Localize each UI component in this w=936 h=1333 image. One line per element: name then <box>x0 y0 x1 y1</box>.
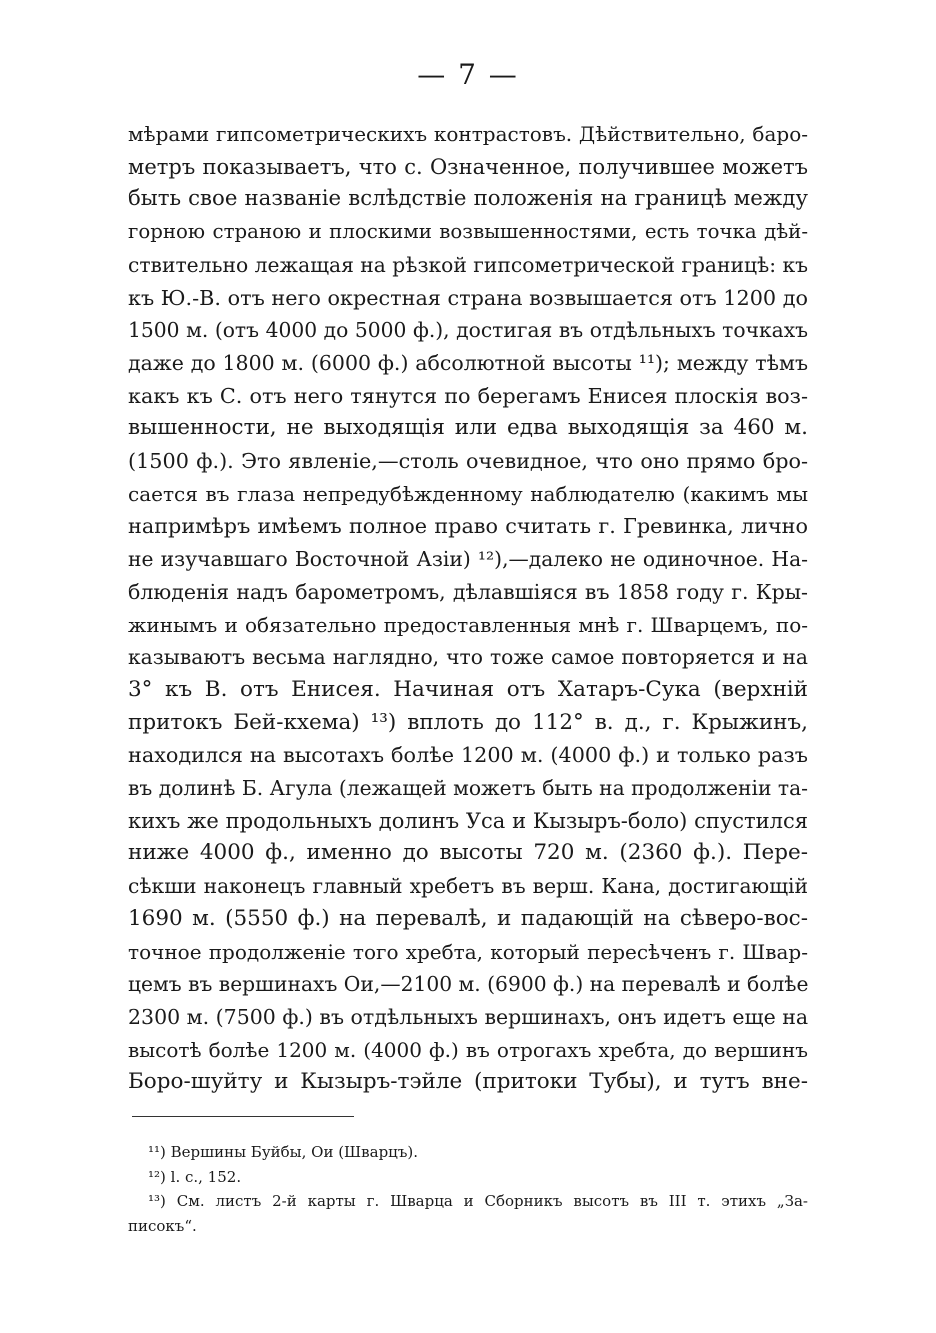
text-line: въ долинѣ Б. Агула (лежащей можетъ быть на продолженіи та- <box>128 776 808 801</box>
footnote-divider <box>132 1116 354 1117</box>
text-line: 3° къ В. отъ Енисея. Начиная отъ Хатаръ-Сука (верхній <box>128 676 808 702</box>
page-number: — 7 — <box>417 58 519 91</box>
text-line: точное продолженіе того хребта, который пересѣченъ г. Швар- <box>128 939 808 964</box>
footnotes <box>128 1140 808 1238</box>
text-line: мѣрами гипсометрическихъ контрастовъ. Дѣйствительно, баро- <box>128 122 808 146</box>
text-line: къ Ю.-В. отъ него окрестная страна возвышается отъ 1200 до <box>128 285 808 310</box>
text-line: цемъ въ вершинахъ Ои,—2100 м. (6900 ф.) на перевалѣ и болѣе <box>128 972 809 997</box>
text-line: какъ къ С. отъ него тянутся по берегамъ Енисея плоскія воз- <box>128 383 808 408</box>
text-line: казываютъ весьма наглядно, что тоже самое повторяется и на <box>128 645 808 670</box>
text-line: жинымъ и обязательно предоставленныя мнѣ г. Шварцемъ, по- <box>128 612 808 637</box>
text-line: притокъ Бей-кхема) ¹³) вплоть до 112° в. д., г. Крыжинъ, <box>128 709 808 735</box>
text-line: кихъ же продольныхъ долинъ Уса и Кызыръ-боло) спустился <box>128 808 808 833</box>
text-line: вышенности, не выходящія или едва выходящія за 460 м. <box>128 415 808 441</box>
footnote-11: ¹¹) Вершины Буйбы, Ои (Шварцъ). <box>148 1143 418 1161</box>
text-line: даже до 1800 м. (6000 ф.) абсолютной высоты ¹¹); между тѣмъ <box>128 350 808 375</box>
text-line: ниже 4000 ф., именно до высоты 720 м. (2360 ф.). Пере- <box>128 840 808 866</box>
text-line: метръ показываетъ, что с. Означенное, получившее можетъ <box>128 154 808 179</box>
text-line: не изучавшаго Восточной Азіи) ¹²),—далеко не одиночное. На- <box>128 547 808 572</box>
text-line: сѣкши наконецъ главный хребетъ въ верш. Кана, достигающій <box>128 874 808 899</box>
text-line: находился на высотахъ болѣе 1200 м. (4000 ф.) и только разъ <box>128 743 808 768</box>
text-line: горною страною и плоскими возвышенностями, есть точка дѣй- <box>128 220 808 244</box>
main-text <box>128 118 808 1099</box>
text-line: 2300 м. (7500 ф.) въ отдѣльныхъ вершинахъ, онъ идетъ еще на <box>128 1004 809 1029</box>
text-line: ствительно лежащая на рѣзкой гипсометрической границѣ: къ <box>128 252 809 277</box>
text-line: высотѣ болѣе 1200 м. (4000 ф.) въ отрогахъ хребта, до вершинъ <box>128 1037 808 1062</box>
footnote-13: ¹³) См. листъ 2-й карты г. Шварца и Сборникъ высотъ въ III т. этихъ „За- <box>148 1192 808 1210</box>
text-line: Боро-шуйту и Кызыръ-тэйле (притоки Тубы), и тутъ вне- <box>128 1069 808 1095</box>
footnote-12: ¹²) l. c., 152. <box>148 1167 242 1186</box>
text-line: 1500 м. (отъ 4000 до 5000 ф.), достигая въ отдѣльныхъ точкахъ <box>128 318 808 343</box>
text-line: блюденія надъ барометромъ, дѣлавшіяся въ 1858 году г. Кры- <box>128 579 808 604</box>
text-line: напримѣръ имѣемъ полное право считать г. Гревинка, лично <box>128 514 808 539</box>
footnote-13-continuation: писокъ“. <box>128 1216 197 1235</box>
text-line: быть свое названіе вслѣдствіе положенія на границѣ между <box>128 186 808 212</box>
text-line: 1690 м. (5550 ф.) на перевалѣ, и падающій на сѣверо-вос- <box>128 905 808 931</box>
text-line: сается въ глаза непредубѣжденному наблюдателю (какимъ мы <box>128 481 808 506</box>
text-line: (1500 ф.). Это явленіе,—столь очевидное, что оно прямо бро- <box>128 449 808 474</box>
